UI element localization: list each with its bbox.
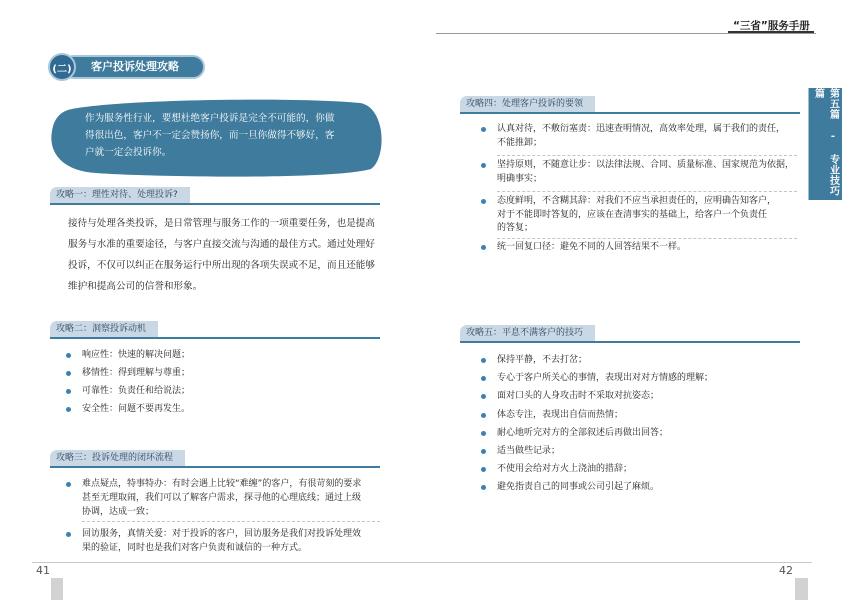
bullet-text-line: 统一回复口径：避免不同的人回答结果不一样。: [497, 242, 687, 252]
item-divider: [497, 155, 797, 156]
list-item: [481, 460, 632, 478]
bullet-text-line: 的答复；: [497, 223, 534, 233]
bullet-icon: [481, 163, 486, 168]
list-item: [481, 406, 623, 424]
bullet-text: [497, 123, 785, 150]
intro-text: [85, 110, 334, 161]
list-item: [481, 241, 686, 255]
bullet-icon: [66, 407, 71, 412]
strategy-1-title: 攻略一：理性对待、处理投诉?: [50, 187, 190, 203]
list-item: [481, 478, 659, 496]
item-divider: [497, 191, 797, 192]
list-item: [66, 527, 361, 555]
bullet-icon: [481, 127, 486, 132]
list-item: [481, 159, 794, 186]
bullet-text: 适当做些记录；: [497, 446, 561, 456]
section-number-badge: [48, 53, 76, 81]
paragraph-line: 维护和提高公司的信誉和形象。: [68, 281, 203, 292]
strategy-2-header: [50, 321, 380, 339]
list-item: [481, 442, 560, 460]
paragraph-line: 投诉，不仅可以纠正在服务运行中所出现的各项失误或不足，而且还能够: [68, 260, 375, 271]
list-item: [66, 400, 190, 418]
intro-line: 户就一定会投诉你。: [85, 147, 172, 158]
paragraph-line: 接待与处理各类投诉，是日常管理与服务工作的一项重要任务，也是提高: [68, 218, 375, 229]
strategy-1-header: [50, 187, 380, 205]
section-title: 客户投诉处理攻略: [62, 55, 205, 79]
bullet-icon: [481, 467, 486, 472]
list-item: [481, 351, 587, 369]
bullet-text-line: 甚至无理取闹，我们可以了解客户需求，探寻他的心理底线；通过上级: [82, 493, 362, 503]
list-item: [66, 477, 361, 519]
page-number-left: 41: [36, 564, 50, 577]
section-number: (二): [52, 63, 72, 75]
intro-line: 作为服务性行业，要想杜绝客户投诉是完全不可能的，你做: [85, 113, 335, 124]
bullet-icon: [481, 413, 486, 418]
bullet-text-line: 果的验证，同时也是我们对客户负责和诚信的一种方式。: [82, 543, 308, 553]
strategy-1-paragraph: [68, 213, 375, 297]
footer-tab-left: [51, 578, 63, 600]
bullet-text-line: 态度鲜明，不含糊其辞：对我们不应当承担责任的，应明确告知客户，: [497, 196, 777, 206]
bullet-text: [497, 195, 776, 236]
intro-blob-shape: [0, 0, 421, 200]
strategy-4-header: [460, 96, 800, 114]
bullet-text: [82, 527, 361, 555]
strategy-5-header: [460, 325, 800, 343]
bullet-text: 面对口头的人身攻击时不采取对抗姿态；: [497, 391, 660, 401]
bullet-text-line: 难点疑点，特事特办：有时会遇上比较“难缠”的客户，有很苛刻的要求: [82, 479, 362, 489]
bullet-icon: [66, 353, 71, 358]
bullet-icon: [66, 371, 71, 376]
list-item: [481, 195, 776, 236]
bullet-icon: [481, 245, 486, 250]
strategy-5-title: 攻略五：平息不满客户的技巧: [460, 325, 595, 341]
list-item: [66, 364, 190, 382]
list-item: [481, 424, 668, 442]
bullet-text-line: 坚持原则，不随意让步：以法律法规、合同、质量标准、国家规范为依据，: [497, 160, 795, 170]
bullet-icon: [481, 376, 486, 381]
bullet-text-line: 协调，达成一致；: [82, 507, 155, 517]
paragraph-line: 服务与水准的重要途径，与客户直接交流与沟通的最佳方式。通过处理好: [68, 239, 375, 250]
item-divider: [497, 238, 797, 239]
strategy-3-header: [50, 450, 380, 468]
item-divider: [82, 521, 380, 522]
bullet-icon: [481, 394, 486, 399]
list-item: [481, 387, 659, 405]
bullet-text: 可靠性：负责任和给说法；: [82, 386, 191, 396]
bullet-text: 安全性：问题不要再发生。: [82, 404, 191, 414]
list-item: [481, 369, 713, 387]
bullet-text-line: 对于不能即时答复的，应该在查清事实的基础上，给客户一个负责任: [497, 209, 768, 220]
bullet-icon: [481, 485, 486, 490]
chapter-side-tab: 第五篇 - 专业技巧篇: [808, 88, 842, 200]
bullet-icon: [66, 532, 71, 537]
bullet-icon: [66, 482, 71, 487]
bullet-text: [82, 477, 361, 519]
bullet-text: 耐心地听完对方的全部叙述后再做出回答；: [497, 428, 669, 438]
bullet-text: 移情性：得到理解与尊重；: [82, 368, 191, 378]
strategy-4-title: 攻略四：处理客户投诉的要领: [460, 96, 595, 112]
bullet-icon: [481, 199, 486, 204]
bullet-text-line: 不能推卸；: [497, 137, 543, 148]
strategy-2-title: 攻略二：洞察投诉动机: [50, 321, 158, 337]
strategy-3-title: 攻略三：投诉处理的闭环流程: [50, 450, 185, 466]
footer-tab-right: [795, 578, 808, 600]
bullet-text: 响应性：快速的解决问题；: [82, 350, 191, 360]
booklet-title: “三省”服务手册: [733, 20, 810, 32]
bullet-text-line: 回访服务，真情关爱：对于投诉的客户，回访服务是我们对投诉处理效: [82, 529, 362, 539]
intro-line: 得很出色，客户不一定会赞扬你，而一旦你做得不够好，客: [85, 130, 335, 141]
footer-rule: [32, 562, 812, 563]
bullet-text: 体态专注，表现出自信而热情；: [497, 410, 624, 420]
bullet-text: 专心于客户所关心的事情，表现出对对方情感的理解；: [497, 373, 714, 383]
bullet-icon: [481, 449, 486, 454]
page-number-right: 42: [779, 564, 793, 577]
bullet-icon: [66, 389, 71, 394]
bullet-text: [497, 159, 794, 186]
header-rule: [436, 33, 816, 34]
list-item: [66, 346, 190, 364]
bullet-text: 避免指责自己的同事或公司引起了麻烦。: [497, 482, 660, 492]
list-item: [66, 382, 190, 400]
bullet-text: [497, 241, 686, 255]
bullet-text-line: 认真对待，不敷衍塞责：迅速查明情况，高效率处理，属于我们的责任，: [497, 124, 786, 134]
bullet-text: 保持平静，不去打岔；: [497, 355, 588, 365]
bullet-icon: [481, 358, 486, 363]
bullet-text: 不使用会给对方火上浇油的措辞；: [497, 464, 633, 474]
list-item: [481, 123, 785, 150]
bullet-icon: [481, 431, 486, 436]
bullet-text-line: 明确事实；: [497, 173, 543, 184]
